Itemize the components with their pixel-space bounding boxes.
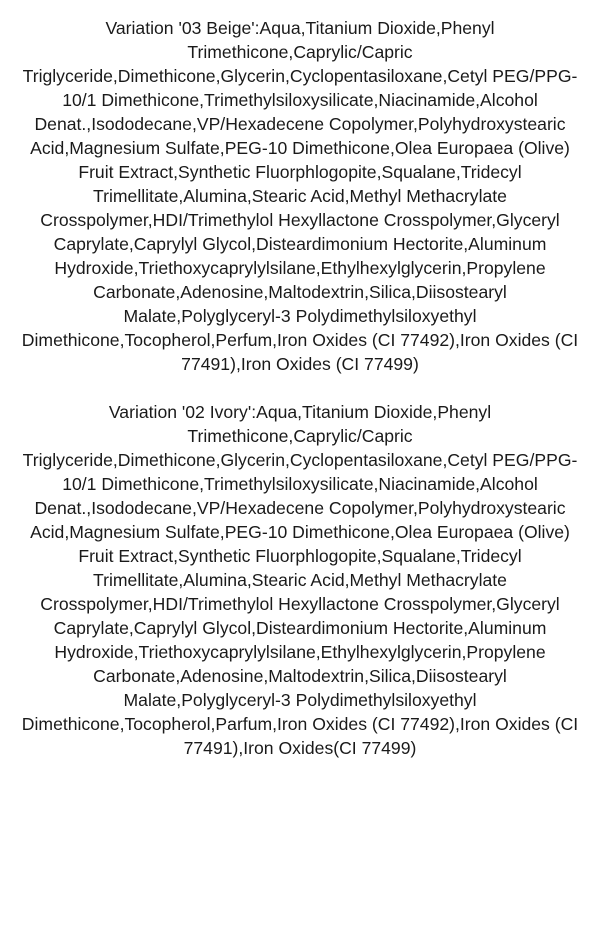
ingredients-document [0, 16, 600, 760]
variation-02-ivory-ingredients: Variation '02 Ivory':Aqua,Titanium Dioxide,Phenyl Trimethicone,Caprylic/Capric Triglyceride,Dimethicone,Glycerin,Cyclopentasiloxane,Cetyl PEG/PPG-10/1 Dimethicone,Trimethylsiloxysilicate,Niacinamide,Alcohol Denat.,Isododecane,VP/Hexadecene Copolymer,Polyhydroxystearic Acid,Magnesium Sulfate,PEG-10 Dimethicone,Olea Europaea (Olive) Fruit Extract,Synthetic Fluorphlogopite,Squalane,Tridecyl Trimellitate,Alumina,Stearic Acid,Methyl Methacrylate Crosspolymer,HDI/Trimethylol Hexyllactone Crosspolymer,Glyceryl Caprylate,Caprylyl Glycol,Disteardimonium Hectorite,Aluminum Hydroxide,Triethoxycaprylylsilane,Ethylhexylglycerin,Propylene Carbonate,Adenosine,Maltodextrin,Silica,Diisostearyl Malate,Polyglyceryl-3 Polydimethylsiloxyethyl Dimethicone,Tocopherol,Parfum,Iron Oxides (CI 77492),Iron Oxides (CI 77491),Iron Oxides(CI 77499) [21, 402, 579, 758]
variation-03-beige-ingredients: Variation '03 Beige':Aqua,Titanium Dioxide,Phenyl Trimethicone,Caprylic/Capric Triglyceride,Dimethicone,Glycerin,Cyclopentasiloxane,Cetyl PEG/PPG-10/1 Dimethicone,Trimethylsiloxysilicate,Niacinamide,Alcohol Denat.,Isododecane,VP/Hexadecene Copolymer,Polyhydroxystearic Acid,Magnesium Sulfate,PEG-10 Dimethicone,Olea Europaea (Olive) Fruit Extract,Synthetic Fluorphlogopite,Squalane,Tridecyl Trimellitate,Alumina,Stearic Acid,Methyl Methacrylate Crosspolymer,HDI/Trimethylol Hexyllactone Crosspolymer,Glyceryl Caprylate,Caprylyl Glycol,Disteardimonium Hectorite,Aluminum Hydroxide,Triethoxycaprylylsilane,Ethylhexylglycerin,Propylene Carbonate,Adenosine,Maltodextrin,Silica,Diisostearyl Malate,Polyglyceryl-3 Polydimethylsiloxyethyl Dimethicone,Tocopherol,Perfum,Iron Oxides (CI 77492),Iron Oxides (CI 77491),Iron Oxides (CI 77499) [21, 18, 579, 374]
paragraph-spacer [18, 376, 582, 400]
